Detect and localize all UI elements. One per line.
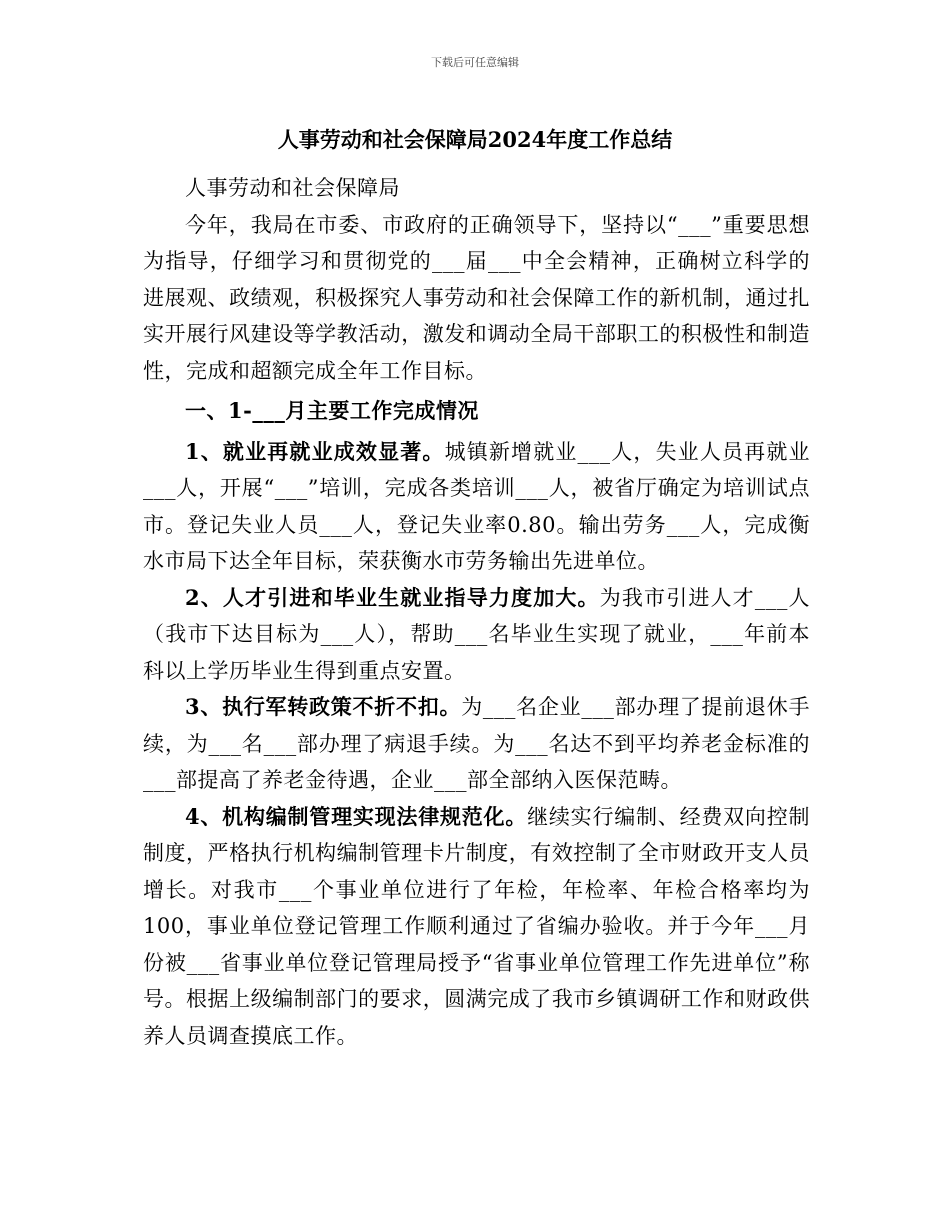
item-lead: 3、执行军转政策不折不扣。 <box>185 694 462 719</box>
intro-paragraph: 今年，我局在市委、市政府的正确领导下，坚持以“___”重要思想为指导，仔细学习和贯彻党的___届___中全会精神，正确树立科学的进展观、政绩观，积极探究人事劳动和社会保障工作的新机制，通过扎实开展行风建设等学教活动，激发和调动全局干部职工的积极性和制造性，完成和超额完成全年工作目标。 <box>143 212 810 383</box>
item-lead: 1、就业再就业成效显著。 <box>185 438 445 464</box>
item-lead: 4、机构编制管理实现法律规范化。 <box>185 803 528 829</box>
item-text: 为我市引进人才___人（我市下达目标为___人），帮助___名毕业生实现了就业，___年前本科以上学历毕业生得到重点安置。 <box>143 585 810 683</box>
item-paragraph-4 <box>143 799 810 1055</box>
item-text: 为___名企业___部办理了提前退休手续，为___名___部办理了病退手续。为___名达不到平均养老金标准的___部提高了养老金待遇，企业___部全部纳入医保范畴。 <box>143 695 810 792</box>
item-lead: 2、人才引进和毕业生就业指导力度加大。 <box>185 584 600 610</box>
section-heading: 一、1-___月主要工作完成情况 <box>185 398 479 423</box>
organization-line: 人事劳动和社会保障局 <box>185 176 400 200</box>
item-text: 城镇新增就业___人，失业人员再就业___人，开展“___”培训，完成各类培训___人，被省厅确定为培训试点市。登记失业人员___人，登记失业率0.80。输出劳务___人，完成衡水市局下达全年目标，荣获衡水市劳务输出先进单位。 <box>143 439 810 573</box>
document-title: 人事劳动和社会保障局2024年度工作总结 <box>277 127 673 152</box>
item-paragraph-1 <box>143 434 810 580</box>
item-paragraph-3 <box>143 689 810 799</box>
header-note: 下载后可任意编辑 <box>431 56 519 69</box>
item-text: 继续实行编制、经费双向控制制度，严格执行机构编制管理卡片制度，有效控制了全市财政开支人员增长。对我市___个事业单位进行了年检，年检率、年检合格率均为100，事业单位登记管理工作顺利通过了省编办验收。并于今年___月份被___省事业单位登记管理局授予“省事业单位管理工作先进单位”称号。根据上级编制部门的要求，圆满完成了我市乡镇调研工作和财政供养人员调查摸底工作。 <box>143 804 810 1048</box>
item-paragraph-2 <box>143 580 810 690</box>
document-body <box>143 170 810 1054</box>
